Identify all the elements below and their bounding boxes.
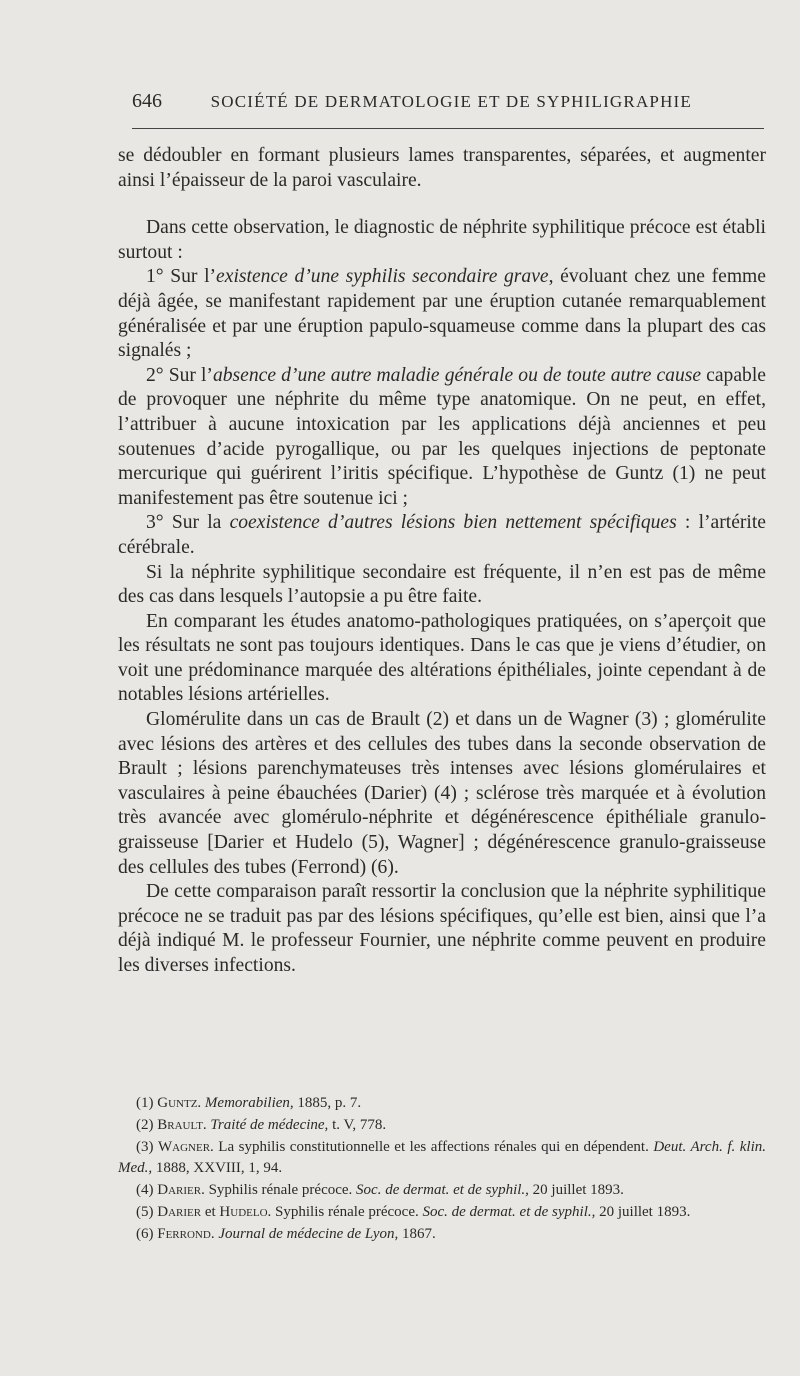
paragraph-autopsy: Si la néphrite syphilitique secondaire est fréquente, il n’en est pas de même des cas dans lesquels l’autopsie a pu être faite. [118,561,766,608]
footnote: (6) Ferrond. Journal de médecine de Lyon, 1867. [136,1225,436,1242]
footnote: (5) Darier et Hudelo. Syphilis rénale précoce. Soc. de dermat. et de syphil., 20 juillet 1893. [136,1203,691,1220]
paragraph-conclusion: De cette comparaison paraît ressortir la conclusion que la néphrite syphilitique précoce ne se traduit pas par des lésions spécifiques, qu’elle est bien, ainsi que l’a déjà indiqué M. le professeur Fournier, une néphrite comme peuvent en produire les diverses infections. [118,881,766,976]
header-rule [132,128,764,129]
paragraph-continuation: se dédoubler en formant plusieurs lames transparentes, séparées, et augmenter ainsi l’épaisseur de la paroi vasculaire. [118,145,766,191]
footnote: (4) Darier. Syphilis rénale précoce. Soc. de dermat. et de syphil., 20 juillet 1893. [136,1182,624,1199]
paragraph-comparison: En comparant les études anatomo-pathologiques pratiquées, on s’aperçoit que les résultats ne sont pas toujours identiques. Dans le cas que je viens d’étudier, on voit une prédominance marquée des altérations épithéliales, jointe cependant à de notables lésions artérielles. [118,610,766,706]
footnote: (2) Brault. Traité de médecine, t. V, 778. [136,1116,387,1133]
emphasis: existence d’une syphilis secondaire grave [216,266,549,288]
footnote: (3) Wagner. La syphilis constitutionnelle et les affections rénales qui en dépendent. Deut. Arch. f. klin. Med., 1888, XXVIII, 1, 94. [118,1138,766,1177]
paragraph-point-2: 2° Sur l’absence d’une autre maladie générale ou de toute autre cause capable de provoquer une néphrite du même type anatomique. On ne peut, en effet, l’attribuer à aucune intoxication par les applications déjà anciennes et peu soutenues d’acide pyrogallique, ou par les quelques injections de peptonate mercurique qui guérirent l’iritis spécifique. L’hypothèse de Guntz (1) ne peut manifestement pas être soutenue ici ; [118,364,766,509]
paragraph-glomerulite: Glomérulite dans un cas de Brault (2) et dans un de Wagner (3) ; glomérulite avec lésions des artères et des cellules des tubes dans la seconde observation de Brault ; lésions parenchymateuses très intenses avec lésions glomérulaires et vasculaires à peine ébauchées (Darier) (4) ; sclérose très marquée et à évolution très avancée avec glomérulo-néphrite et dégénérescence épithéliale granulo-graisseuse [Darier et Hudelo (5), Wagner] ; dégénérescence granulo-graisseuse des cellules des tubes (Ferrond) (6). [118,709,766,878]
page-header [132,90,764,120]
body-text [118,144,766,979]
emphasis: absence d’une autre maladie générale ou de toute autre cause [212,364,702,386]
footnote: (1) Guntz. Memorabilien, 1885, p. 7. [136,1095,362,1111]
paragraph-point-3: 3° Sur la coexistence d’autres lésions bien nettement spécifiques : l’artérite cérébrale. [118,512,767,558]
running-head: SOCIÉTÉ DE DERMATOLOGIE ET DE SYPHILIGRAPHIE [210,92,692,111]
paragraph-diagnostic: Dans cette observation, le diagnostic de néphrite syphilitique précoce est établi surtout : [118,217,766,263]
page-number: 646 [132,90,162,112]
paragraph-point-1: 1° Sur l’existence d’une syphilis secondaire grave, évoluant chez une femme déjà âgée, se manifestant rapidement par une éruption cutanée remarquablement généralisée et par une éruption papulo-squameuse comme dans la plupart des cas signalés ; [118,266,766,362]
emphasis: coexistence d’autres lésions bien nettement spécifiques [229,512,677,534]
footnotes [118,1093,766,1246]
